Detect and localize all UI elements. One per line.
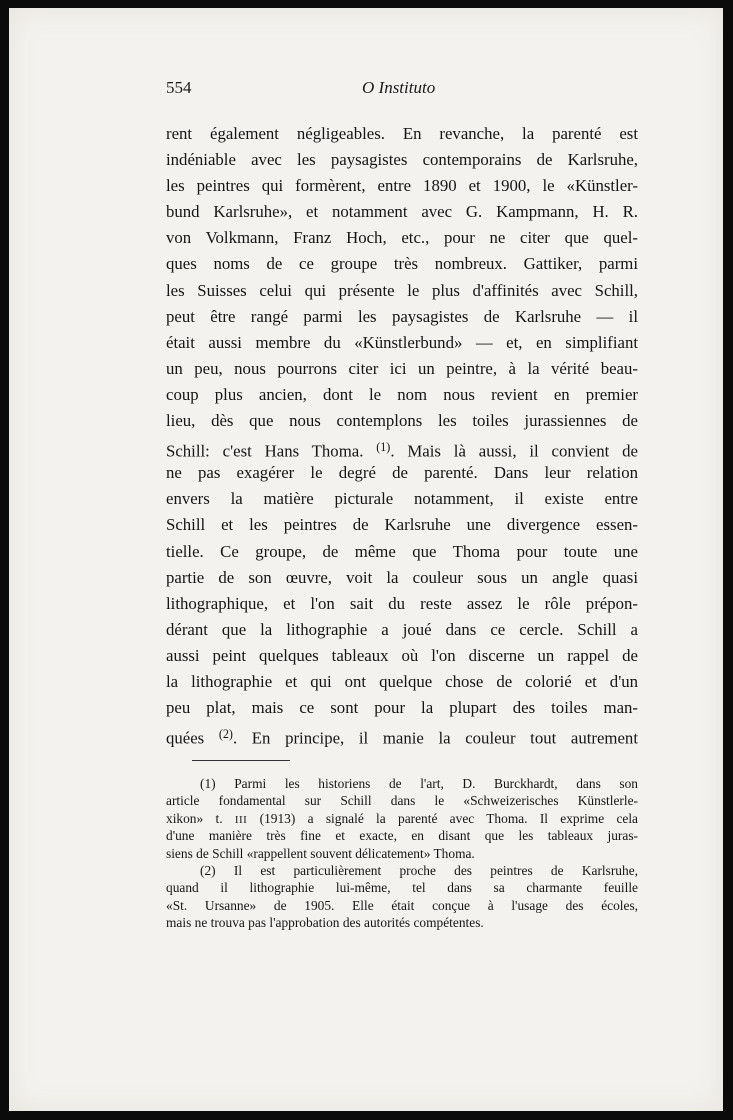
volume-number: III: [234, 813, 248, 826]
footnote-text: «St. Ursanne» de 1905. Elle était conçue à l'usage des écoles,: [166, 897, 638, 913]
text-fragment: Schill: c'est Hans Thoma.: [166, 441, 364, 461]
running-title: O Instituto: [362, 78, 436, 97]
footnote-ref-1[interactable]: (1): [376, 440, 391, 455]
text-line: les Suisses celui qui présente le plus d'affinités avec Schill,: [166, 280, 638, 300]
text-line: tielle. Ce groupe, de même que Thoma pour toute une: [166, 541, 638, 561]
text-line-with-footnote-ref: [166, 434, 638, 460]
text-fragment: En principe, il manie la couleur tout autrement: [251, 728, 638, 748]
text-line: bund Karlsruhe», et notamment avec G. Kampmann, H. R.: [166, 202, 638, 222]
text-line: Schill et les peintres de Karlsruhe une divergence essen-: [166, 515, 638, 535]
text-line: les peintres qui formèrent, entre 1890 et 1900, le «Künstler-: [166, 176, 638, 196]
footnote-marker-2: (2): [200, 862, 216, 878]
footnote-text: siens de Schill «rappellent souvent délicatement» Thoma.: [166, 845, 475, 861]
text-line: lithographique, et l'on sait du reste assez le rôle prépon-: [166, 593, 638, 613]
page-number: 554: [166, 78, 192, 97]
text-line: envers la matière picturale notamment, il existe entre: [166, 489, 638, 509]
footnote-text-line: [166, 810, 638, 827]
footnote-marker-1: (1): [200, 776, 216, 791]
text-fragment: .: [232, 728, 238, 748]
footnote-ref-2[interactable]: (2): [218, 727, 233, 742]
footnote-2: [166, 862, 638, 879]
footnote-1: [166, 775, 638, 792]
text-line: aussi peint quelques tableaux où l'on discerne un rappel de: [166, 645, 638, 665]
text-line: rent également négligeables. En revanche, la parenté est: [166, 124, 638, 143]
text-line: peut être rangé parmi les paysagistes de Karlsruhe — il: [166, 306, 638, 326]
footnote-text: mais ne trouva pas l'approbation des autorités compétentes.: [166, 915, 484, 931]
text-line: ne pas exagérer le degré de parenté. Dans leur relation: [166, 463, 638, 483]
main-text: [166, 121, 638, 747]
text-line: coup plus ancien, dont le nom nous revient en premier: [166, 384, 638, 404]
footnote-text: xikon» t.: [166, 810, 223, 826]
text-line: un peu, nous pourrons citer ici un peintre, à la vérité beau-: [166, 358, 638, 378]
text-line: lieu, dès que nous contemplons les toiles jurassiennes de: [166, 411, 638, 431]
text-line: ques noms de ce groupe très nombreux. Gattiker, parmi: [166, 254, 638, 274]
footnote-text: (1913) a signalé la parenté avec Thoma. Il exprime cela: [259, 810, 638, 826]
footnote-text: quand il lithographie lui-même, tel dans sa charmante feuille: [166, 880, 638, 896]
footnote-text: article fondamental sur Schill dans le «Schweizerisches Künstlerle-: [166, 793, 638, 809]
footnotes: [166, 775, 638, 932]
text-line: était aussi membre du «Künstlerbund» — et, en simplifiant: [166, 332, 638, 352]
text-line: indéniable avec les paysagistes contemporains de Karlsruhe,: [166, 150, 638, 170]
footnote-text: Il est particulièrement proche des peintres de Karlsruhe,: [233, 862, 638, 878]
page-header: [166, 78, 638, 100]
text-line: dérant que la lithographie a joué dans ce cercle. Schill a: [166, 619, 638, 639]
text-line: la lithographie et qui ont quelque chose de colorié et d'un: [166, 671, 638, 691]
text-line: von Volkmann, Franz Hoch, etc., pour ne citer que quel-: [166, 228, 638, 248]
text-line: partie de son œuvre, voit la couleur sous un angle quasi: [166, 567, 638, 587]
text-line-with-footnote-ref: [166, 721, 638, 747]
text-line: peu plat, mais ce sont pour la plupart des toiles man-: [166, 698, 638, 718]
text-fragment: . Mais là aussi, il convient de: [390, 441, 638, 461]
text-fragment: quées: [166, 728, 205, 748]
footnote-separator: [192, 760, 290, 761]
footnote-text: d'une manière très fine et exacte, en disant que les tableaux juras-: [166, 828, 638, 844]
footnote-text: Parmi les historiens de l'art, D. Burckhardt, dans son: [234, 776, 638, 791]
